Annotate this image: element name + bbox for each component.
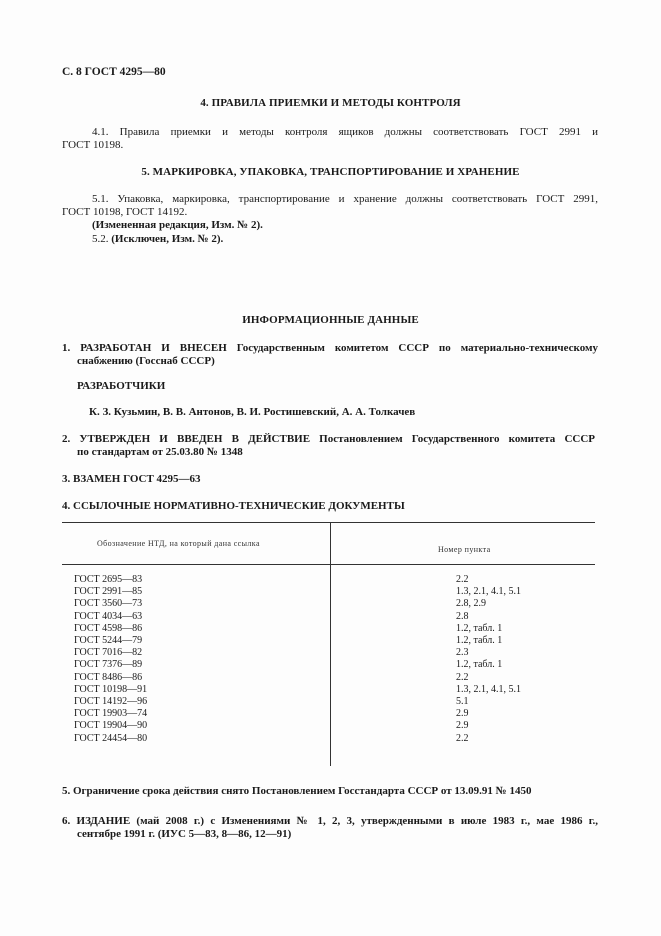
table-header-clause: Номер пункта (438, 545, 491, 554)
section-4-paragraph-line2: ГОСТ 10198. (62, 139, 124, 151)
table-column-clauses (456, 574, 521, 745)
section-4-paragraph-line1: 4.1. Правила приемки и методы контроля ящиков должны соответствовать ГОСТ 2991 и (92, 126, 598, 138)
clause-5-2-excluded-note: (Исключен, Изм. № 2). (111, 233, 224, 245)
info-item-2-line2: по стандартам от 25.03.80 № 1348 (77, 446, 243, 458)
table-cell-document: ГОСТ 7016—82 (74, 647, 143, 659)
section-5-title: 5. МАРКИРОВКА, УПАКОВКА, ТРАНСПОРТИРОВАНИЕ И ХРАНЕНИЕ (141, 166, 520, 178)
table-cell-document: ГОСТ 2695—83 (74, 574, 143, 585)
info-item-1-line2: снабжению (Госснаб СССР) (77, 355, 215, 367)
section-5-paragraph-line1: 5.1. Упаковка, маркировка, транспортирование и хранение должны соответствовать ГОСТ 2991, (92, 193, 598, 205)
table-cell-clause: 2.9 (456, 708, 469, 720)
table-cell-clause: 2.2 (456, 732, 469, 744)
table-cell-document: ГОСТ 19903—74 (74, 708, 148, 720)
info-item-2-line1: 2. УТВЕРЖДЕН И ВВЕДЕН В ДЕЙСТВИЕ Постановлением Государственного комитета СССР (62, 433, 595, 445)
table-cell-document: ГОСТ 4598—86 (74, 622, 143, 634)
table-header-rule (62, 564, 595, 565)
table-cell-document: ГОСТ 19904—90 (74, 720, 148, 732)
table-cell-clause: 1.3, 2.1, 4.1, 5.1 (456, 683, 521, 695)
table-cell-document: ГОСТ 5244—79 (74, 635, 143, 647)
section-4-title: 4. ПРАВИЛА ПРИЕМКИ И МЕТОДЫ КОНТРОЛЯ (200, 97, 461, 109)
table-cell-document: ГОСТ 14192—96 (74, 696, 148, 708)
table-cell-clause: 2.9 (456, 720, 469, 732)
table-cell-clause: 1.2, табл. 1 (456, 622, 503, 634)
table-cell-document: ГОСТ 4034—63 (74, 610, 143, 622)
table-cell-document: ГОСТ 8486—86 (74, 671, 143, 683)
table-cell-document: ГОСТ 24454—80 (74, 732, 148, 744)
table-cell-clause: 2.8 (456, 610, 469, 622)
info-item-1-line1: 1. РАЗРАБОТАН И ВНЕСЕН Государственным комитетом СССР по материально-техническому (62, 342, 598, 354)
info-item-6-line1: 6. ИЗДАНИЕ (май 2008 г.) с Изменениями № 1, 2, 3, утвержденными в июле 1983 г., мае 1986 г., (62, 815, 598, 827)
table-top-rule (62, 522, 595, 523)
table-header-document: Обозначение НТД, на который дана ссылка (97, 539, 260, 548)
table-cell-clause: 5.1 (456, 696, 469, 708)
table-cell-clause: 1.2, табл. 1 (456, 659, 503, 671)
table-cell-clause: 2.2 (456, 671, 469, 683)
table-cell-clause: 2.2 (456, 574, 469, 585)
page-header: С. 8 ГОСТ 4295—80 (62, 66, 166, 78)
table-cell-clause: 1.2, табл. 1 (456, 635, 503, 647)
table-column-documents (74, 574, 147, 745)
info-item-6-line2: сентябре 1991 г. (ИУС 5—83, 8—86, 12—91) (77, 828, 292, 840)
table-cell-clause: 2.8, 2.9 (456, 598, 486, 610)
table-cell-clause: 1.3, 2.1, 4.1, 5.1 (456, 586, 521, 598)
table-cell-document: ГОСТ 10198—91 (74, 683, 148, 695)
info-data-title: ИНФОРМАЦИОННЫЕ ДАННЫЕ (242, 314, 419, 326)
table-cell-clause: 2.3 (456, 647, 469, 659)
section-5-paragraph-line2: ГОСТ 10198, ГОСТ 14192. (62, 206, 188, 218)
section-5-amendment-note: (Измененная редакция, Изм. № 2). (92, 219, 263, 231)
table-column-divider (330, 522, 331, 766)
info-item-3: 3. ВЗАМЕН ГОСТ 4295—63 (62, 473, 201, 485)
clause-5-2-number: 5.2. (92, 233, 112, 245)
info-item-5: 5. Ограничение срока действия снято Постановлением Госстандарта СССР от 13.09.91 № 1450 (62, 785, 532, 797)
developers-list: К. З. Кузьмин, В. В. Антонов, В. И. Ростишевский, А. А. Толкачев (89, 406, 416, 418)
table-cell-document: ГОСТ 3560—73 (74, 598, 143, 610)
table-cell-document: ГОСТ 2991—85 (74, 586, 143, 598)
info-item-4: 4. ССЫЛОЧНЫЕ НОРМАТИВНО-ТЕХНИЧЕСКИЕ ДОКУМЕНТЫ (62, 500, 405, 512)
section-5-clause-5-2 (92, 233, 223, 246)
developers-title: РАЗРАБОТЧИКИ (77, 380, 166, 392)
table-cell-document: ГОСТ 7376—89 (74, 659, 143, 671)
